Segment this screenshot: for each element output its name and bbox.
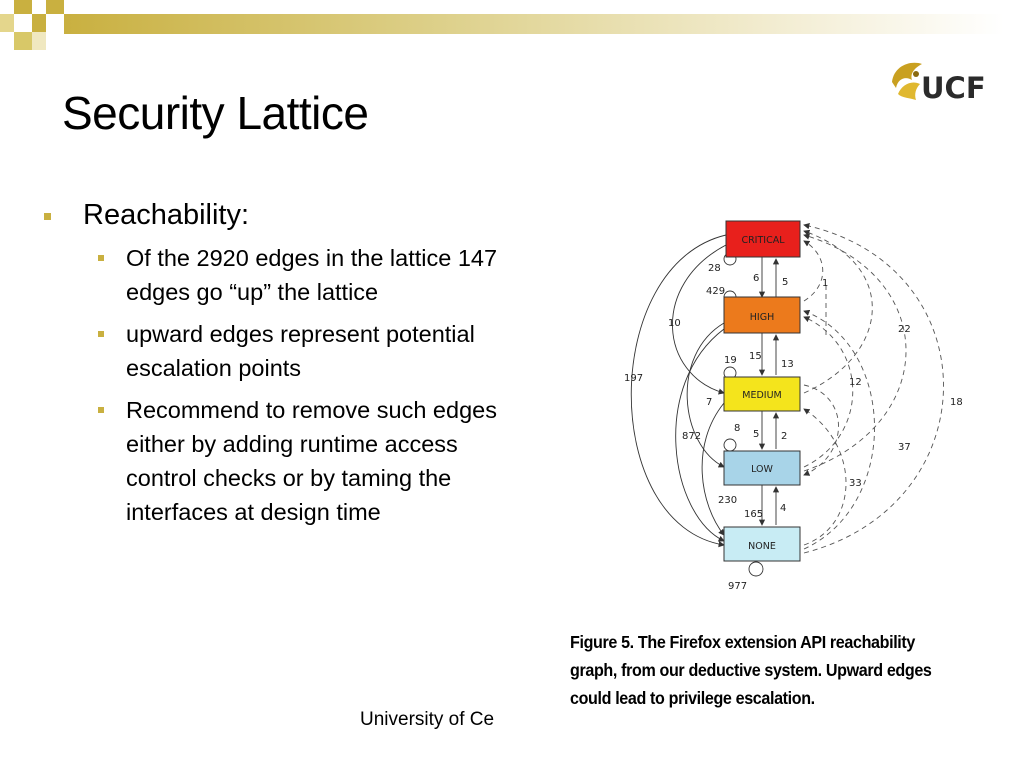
edge-label: 165 bbox=[744, 509, 764, 520]
slide-title: Security Lattice bbox=[62, 87, 369, 139]
edge-label: 5 bbox=[753, 429, 760, 440]
sub-bullet-1 bbox=[98, 241, 534, 309]
node-label: CRITICAL bbox=[741, 235, 785, 246]
edge-label: 8 bbox=[734, 423, 741, 434]
header-band bbox=[64, 14, 1004, 34]
bullet-marker bbox=[44, 213, 51, 220]
edge-label: 429 bbox=[706, 286, 726, 297]
edge-label: 7 bbox=[706, 397, 713, 408]
bullet-text: Reachability: bbox=[83, 199, 250, 231]
sub-bullet-2 bbox=[98, 317, 534, 385]
bullet-list bbox=[44, 197, 534, 529]
edge-label: 10 bbox=[668, 318, 681, 329]
bullet-marker bbox=[98, 255, 104, 261]
edge-label: 1 bbox=[822, 278, 829, 289]
sub-bullet-3 bbox=[98, 393, 534, 529]
edge-label: 18 bbox=[950, 397, 963, 408]
bullet-marker bbox=[98, 331, 104, 337]
reachability-graph bbox=[600, 205, 1000, 605]
edge-label: 13 bbox=[781, 359, 794, 370]
sub-bullet-text: upward edges represent potential escalation points bbox=[126, 321, 475, 381]
node-label: NONE bbox=[748, 541, 776, 552]
edge-label: 28 bbox=[708, 263, 721, 274]
edge-label: 6 bbox=[753, 273, 760, 284]
edge-label: 2 bbox=[781, 431, 788, 442]
sub-bullet-text: Recommend to remove such edges either by adding runtime access control checks or by taming the interfaces at design time bbox=[126, 397, 497, 525]
edge-label: 230 bbox=[718, 495, 738, 506]
node-label: LOW bbox=[751, 464, 773, 475]
edge-label: 12 bbox=[849, 377, 862, 388]
bullet-marker bbox=[98, 407, 104, 413]
edge-label: 4 bbox=[780, 503, 787, 514]
edge-label: 22 bbox=[898, 324, 911, 335]
edge-label: 37 bbox=[898, 442, 911, 453]
edge-label: 5 bbox=[782, 277, 789, 288]
logo-text: UCF bbox=[921, 71, 986, 104]
edge-label: 197 bbox=[624, 373, 644, 384]
ucf-logo bbox=[888, 58, 996, 104]
footer-text: University of Ce bbox=[360, 709, 495, 730]
sub-bullet-text: Of the 2920 edges in the lattice 147 edges go “up” the lattice bbox=[126, 245, 498, 305]
node-label: MEDIUM bbox=[742, 390, 782, 401]
edge-label: 15 bbox=[749, 351, 762, 362]
edge-label: 872 bbox=[682, 431, 702, 442]
figure-caption: Figure 5. The Firefox extension API reachability graph, from our deductive system. Upward edges could lead to privilege escalation. bbox=[570, 632, 932, 708]
bullet-reachability bbox=[44, 197, 534, 233]
edge-label: 977 bbox=[728, 581, 748, 592]
edge-label: 19 bbox=[724, 355, 737, 366]
edge-label: 33 bbox=[849, 478, 862, 489]
node-label: HIGH bbox=[749, 312, 775, 323]
